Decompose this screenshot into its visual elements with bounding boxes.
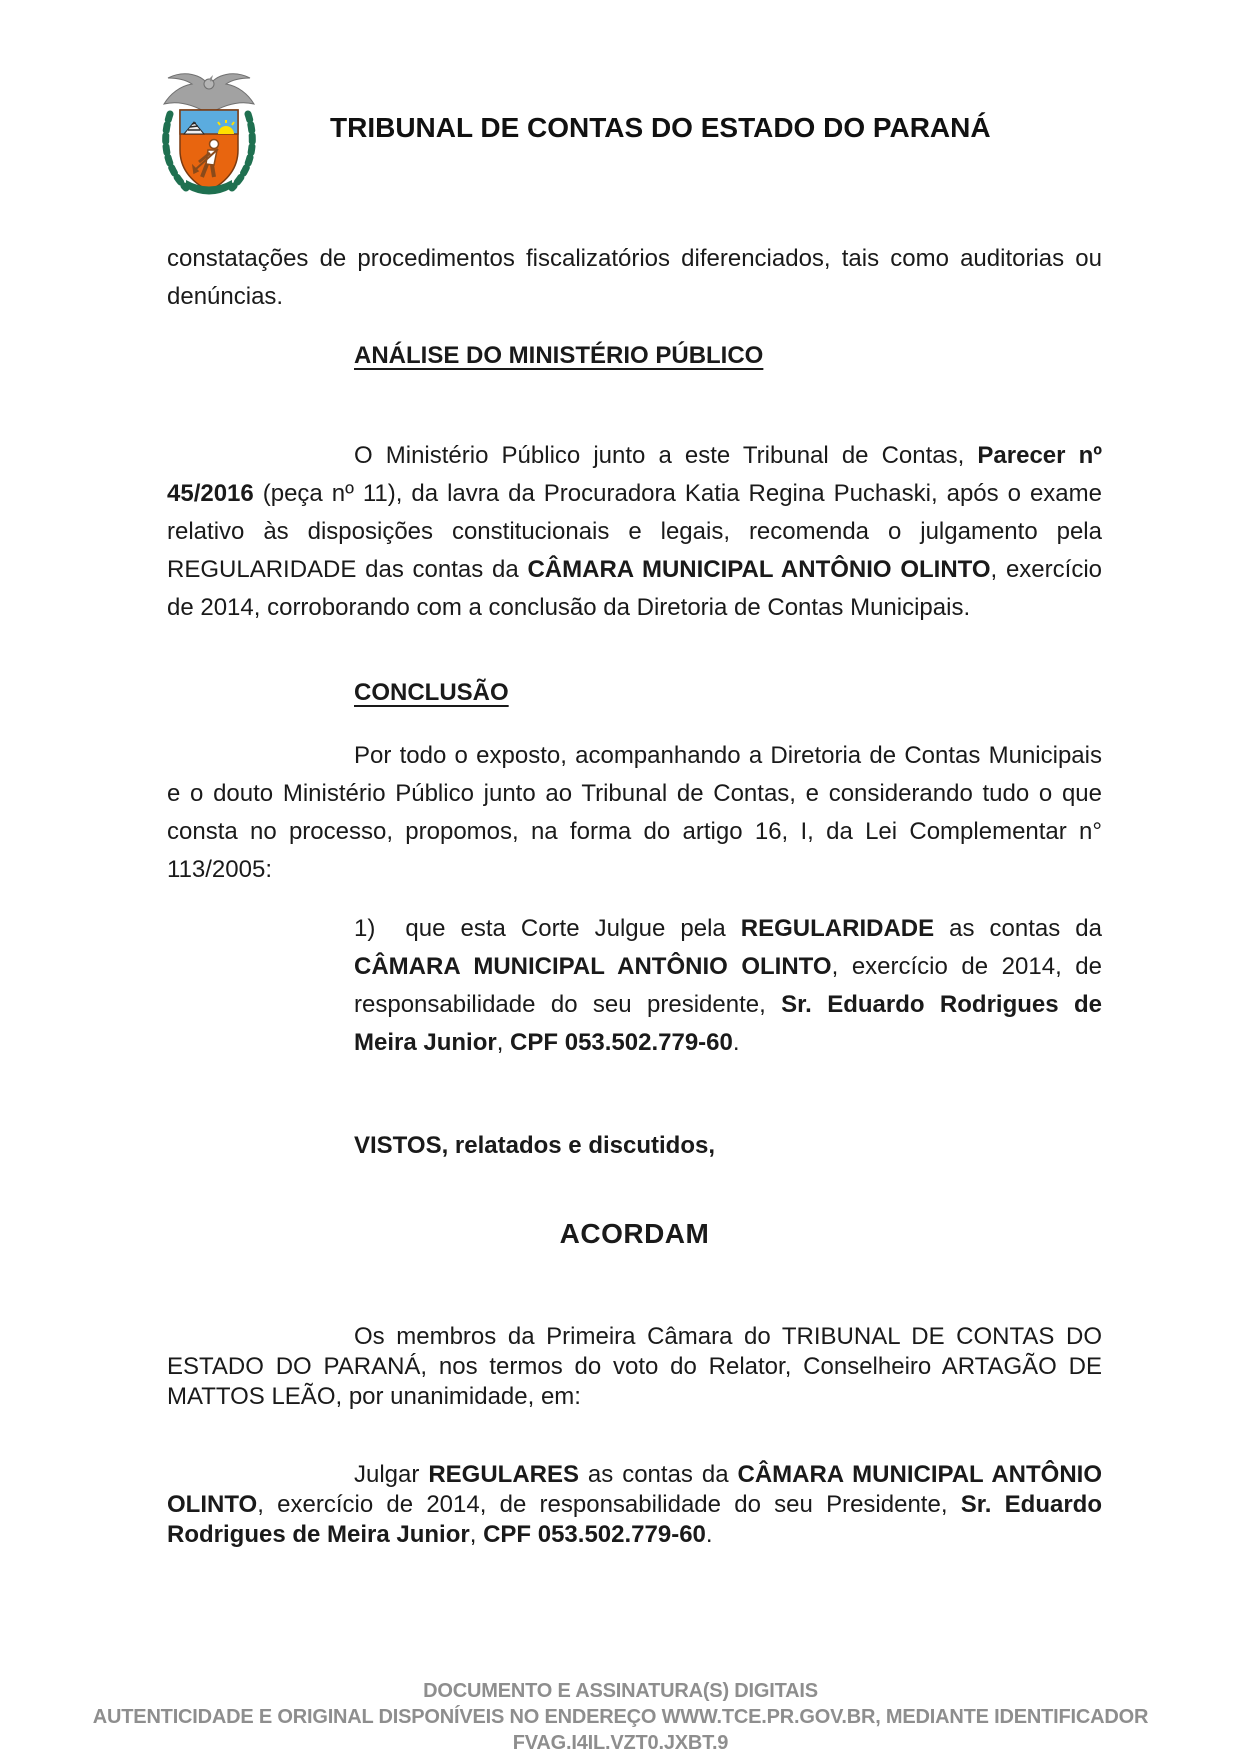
text-run: Sr. Eduardo Rodrigues de Meira Junior [167, 1491, 1102, 1548]
text-run: . [705, 1521, 713, 1548]
text-run: , [469, 1521, 484, 1548]
section-heading: CONCLUSÃO [354, 679, 509, 706]
text-run: CÂMARA MUNICIPAL ANTÔNIO OLINTO [527, 556, 991, 583]
text-run: , exercício de 2014, de responsabilidade do seu presidente, [354, 953, 1103, 1018]
paragraph [167, 240, 1102, 316]
text-run: REGULARES [428, 1461, 579, 1488]
text-run: (peça nº 11), da lavra da Procuradora Katia Regina Puchaski, após o exame relativo às disposições constitucionais e legais, recomenda o julgamento pela REGULARIDADE das contas da [167, 480, 1102, 583]
paragraph-tight [167, 1460, 1102, 1550]
text-run: Sr. Eduardo Rodrigues de Meira Junior [354, 991, 1102, 1056]
footer-line-2: AUTENTICIDADE E ORIGINAL DISPONÍVEIS NO ENDEREÇO WWW.TCE.PR.GOV.BR, MEDIANTE IDENTIFICADOR FVAG.I4IL.VZT0.JXBT.9 [92, 1706, 1149, 1754]
text-run: 1) que esta Corte Julgue pela [354, 915, 741, 942]
text-run: as contas da [579, 1461, 738, 1488]
text-run: CÂMARA MUNICIPAL ANTÔNIO OLINTO [354, 953, 832, 980]
paragraph-tight [167, 1322, 1102, 1412]
list-item [354, 910, 1102, 1062]
document-footer [0, 1678, 1241, 1755]
page-title: TRIBUNAL DE CONTAS DO ESTADO DO PARANÁ [330, 112, 991, 143]
text-run: , [496, 1029, 511, 1056]
text-run: O Ministério Público junto a este Tribunal de Contas, [354, 442, 978, 469]
text-run: Parecer nº 45/2016 [167, 442, 1102, 507]
paragraph [167, 737, 1102, 889]
paragraph [167, 437, 1102, 627]
text-run: Por todo o exposto, acompanhando a Diretoria de Contas Municipais e o douto Ministério Público junto ao Tribunal de Contas, e considerando tudo o que consta no processo, propomos, na forma do artigo 16, I, da Lei Complementar n° 113/2005: [167, 742, 1102, 883]
text-run: , exercício de 2014, de responsabilidade do seu Presidente, [257, 1491, 961, 1518]
text-run: CPF 053.502.779-60 [483, 1521, 706, 1548]
text-run: Os membros da Primeira Câmara do TRIBUNAL DE CONTAS DO ESTADO DO PARANÁ, nos termos do voto do Relator, Conselheiro ARTAGÃO DE MATTOS LEÃO, por unanimidade, em: [167, 1323, 1102, 1410]
text-run: Julgar [354, 1461, 429, 1488]
text-run: CPF 053.502.779-60 [510, 1029, 733, 1056]
acordam: ACORDAM [559, 1218, 710, 1249]
text-run: CÂMARA MUNICIPAL ANTÔNIO OLINTO [167, 1461, 1102, 1518]
vistos [354, 1127, 1102, 1165]
document-body [167, 0, 1102, 1550]
text-run: constatações de procedimentos fiscalizatórios diferenciados, tais como auditorias ou denúncias. [167, 245, 1102, 310]
footer-line-1: DOCUMENTO E ASSINATURA(S) DIGITAIS [423, 1680, 818, 1702]
section-heading: ANÁLISE DO MINISTÉRIO PÚBLICO [354, 342, 764, 369]
text-run: REGULARIDADE [740, 915, 935, 942]
text-run: VISTOS, relatados e discutidos, [354, 1132, 715, 1159]
text-run: . [732, 1029, 740, 1056]
text-run: , exercício de 2014, corroborando com a conclusão da Diretoria de Contas Municipais. [167, 556, 1102, 621]
text-run: as contas da [934, 915, 1102, 942]
